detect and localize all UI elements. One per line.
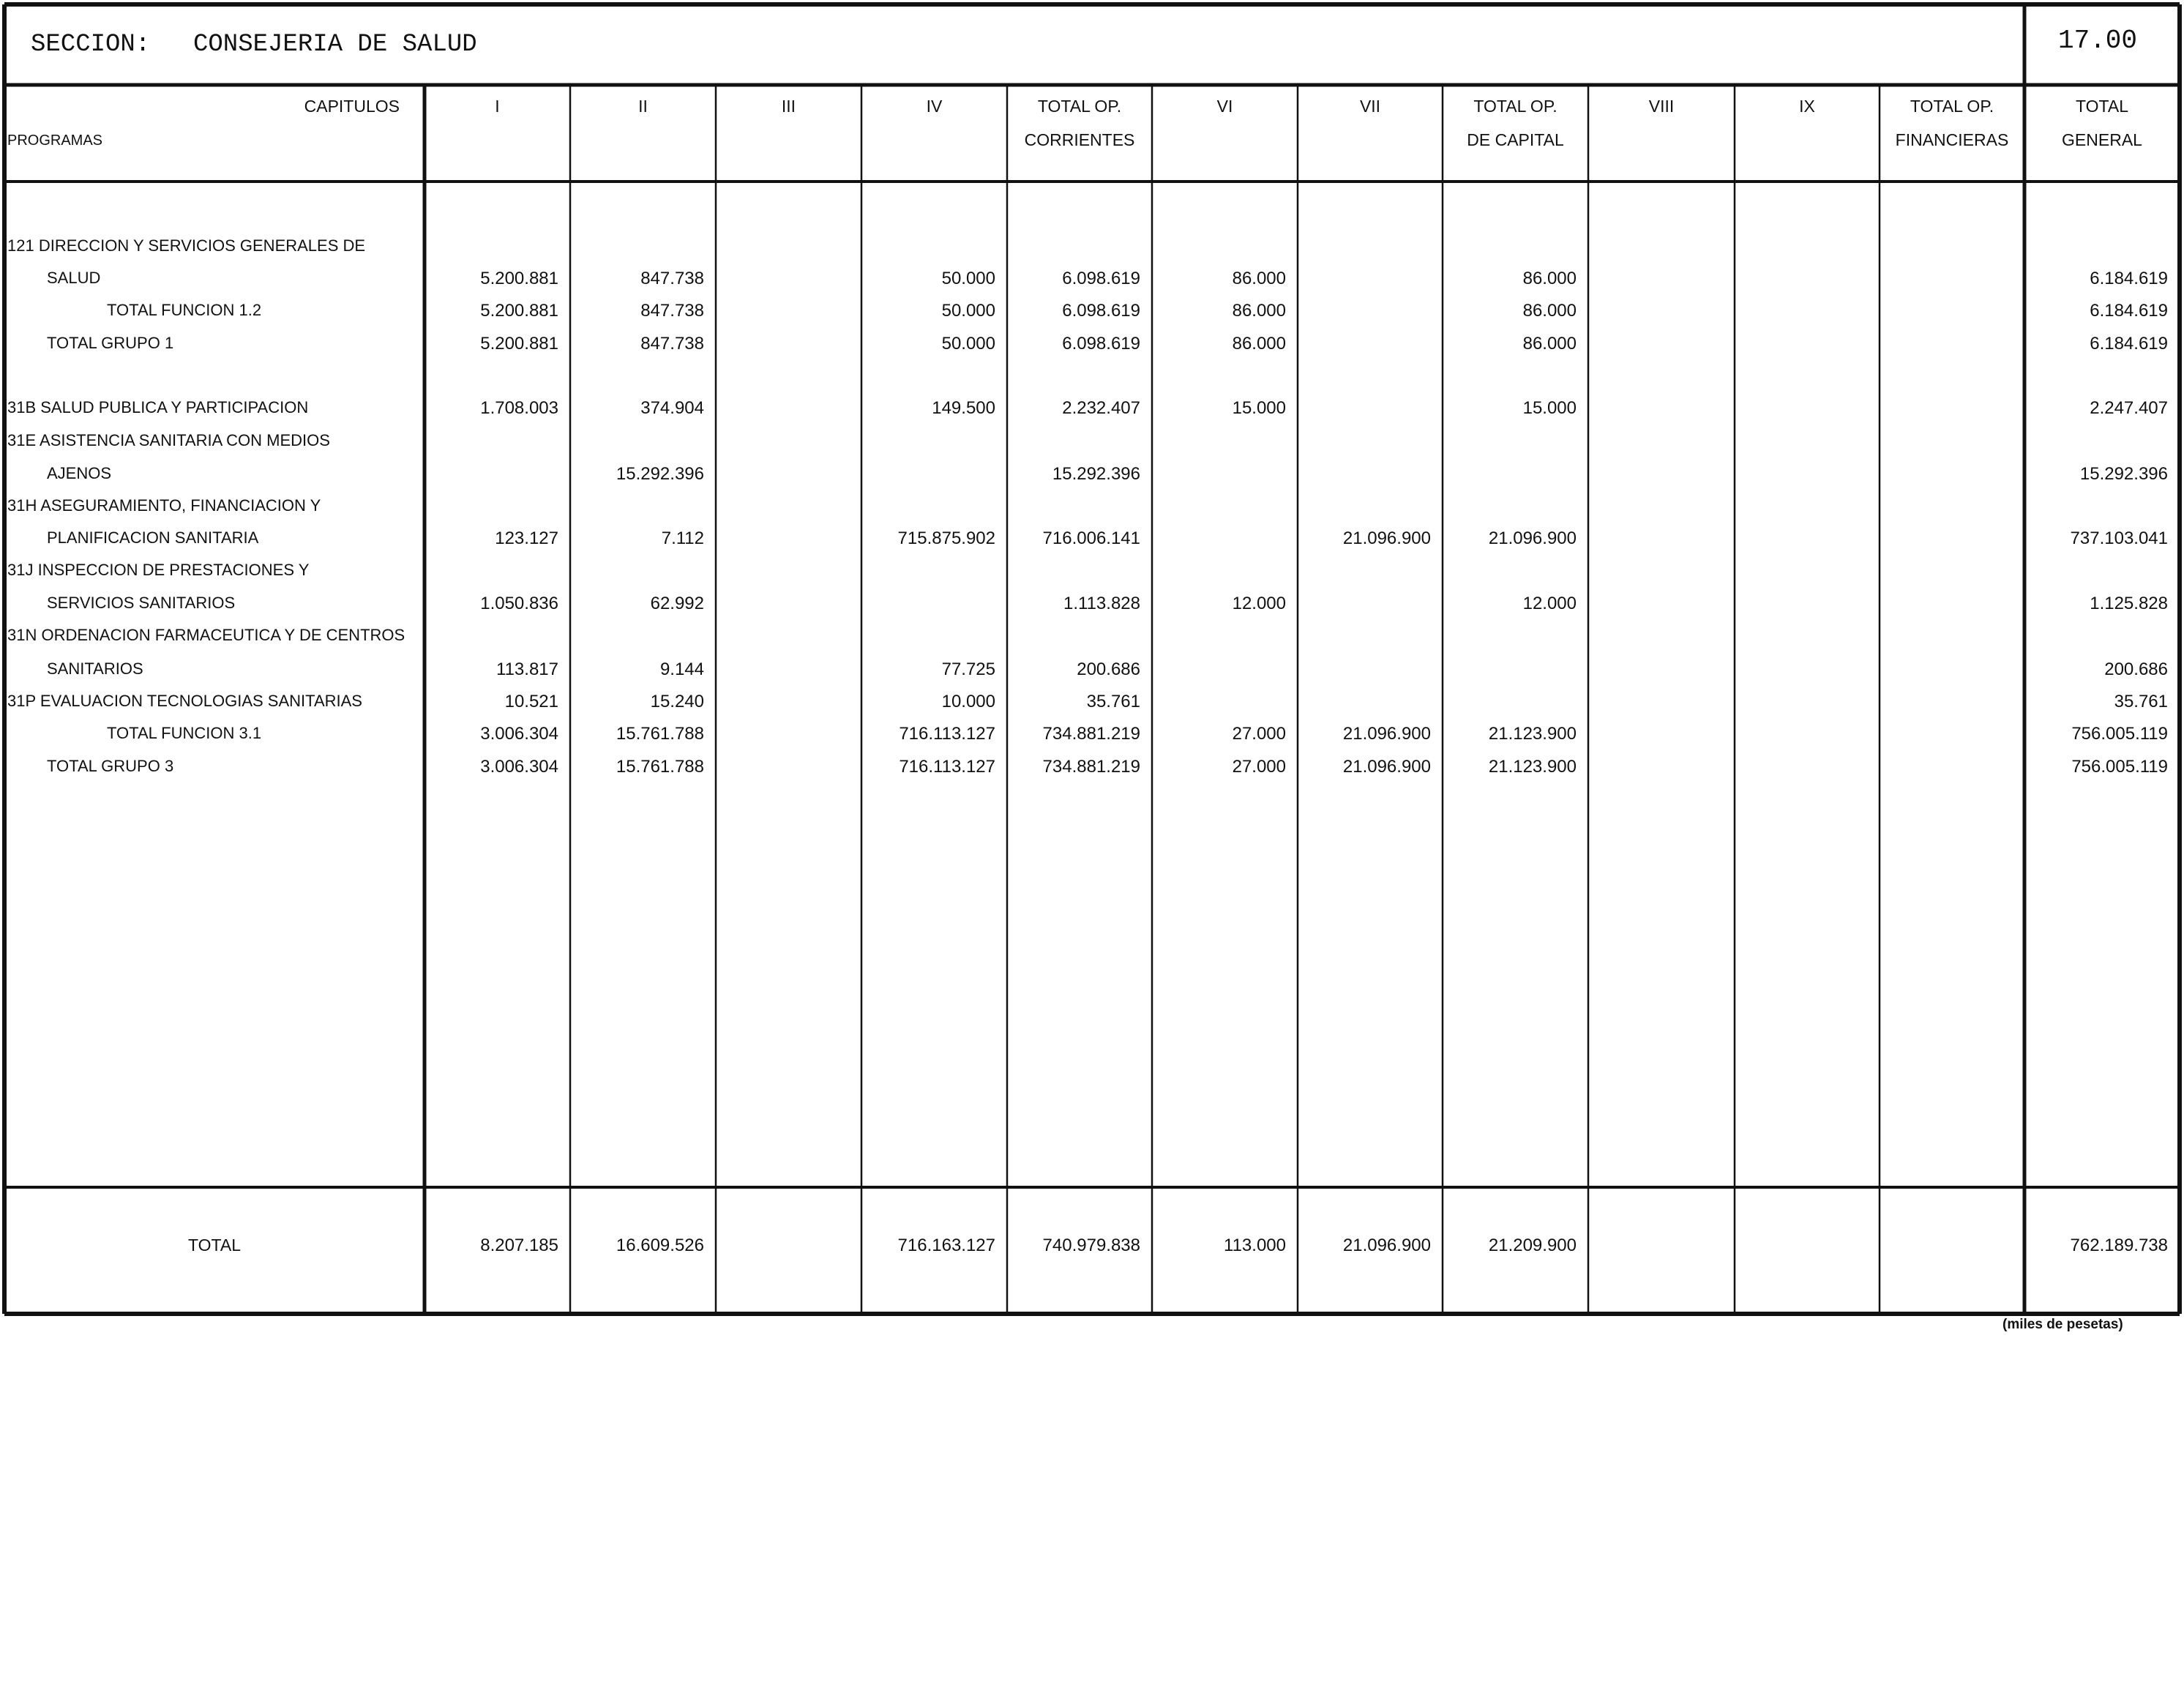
- programas-label: PROGRAMAS: [7, 132, 103, 149]
- total-value: 716.163.127: [897, 1236, 995, 1255]
- cell-value: 7.112: [661, 528, 704, 548]
- cell-value: 50.000: [941, 269, 995, 288]
- row-label: SERVICIOS SANITARIOS: [47, 594, 236, 612]
- column-header: VI: [1216, 97, 1233, 116]
- row-label: 31P EVALUACION TECNOLOGIAS SANITARIAS: [7, 692, 362, 710]
- column-header: TOTAL OP.: [1037, 97, 1122, 116]
- cell-value: 86.000: [1522, 269, 1577, 288]
- row-label: 121 DIRECCION Y SERVICIOS GENERALES DE: [7, 236, 366, 255]
- cell-value: 737.103.041: [2070, 528, 2168, 548]
- cell-value: 35.761: [2114, 692, 2168, 711]
- cell-value: 27.000: [1232, 757, 1286, 777]
- total-value: 8.207.185: [480, 1236, 558, 1255]
- column-header: FINANCIERAS: [1895, 130, 2009, 149]
- cell-value: 86.000: [1232, 334, 1286, 354]
- cell-value: 716.113.127: [899, 724, 995, 744]
- cell-value: 21.123.900: [1488, 757, 1577, 777]
- row-label: TOTAL GRUPO 1: [47, 334, 174, 352]
- row-label: 31B SALUD PUBLICA Y PARTICIPACION: [7, 398, 309, 416]
- column-header: TOTAL OP.: [1910, 97, 1994, 116]
- cell-value: 86.000: [1522, 301, 1577, 321]
- capitulos-label: CAPITULOS: [304, 97, 400, 116]
- column-header: IX: [1799, 97, 1815, 116]
- row-label: 31J INSPECCION DE PRESTACIONES Y: [7, 561, 310, 579]
- row-label: AJENOS: [47, 464, 112, 482]
- cell-value: 200.686: [1077, 659, 1140, 679]
- cell-value: 5.200.881: [480, 269, 558, 288]
- section-name: CONSEJERIA DE SALUD: [193, 31, 477, 59]
- cell-value: 1.113.828: [1063, 594, 1140, 613]
- cell-value: 2.232.407: [1062, 398, 1140, 418]
- cell-value: 10.521: [504, 692, 558, 711]
- cell-value: 86.000: [1232, 269, 1286, 288]
- cell-value: 1.050.836: [480, 594, 558, 613]
- cell-value: 62.992: [650, 594, 704, 613]
- cell-value: 6.184.619: [2090, 334, 2168, 354]
- total-value: 762.189.738: [2070, 1236, 2168, 1255]
- row-label: SALUD: [47, 269, 101, 287]
- cell-value: 113.817: [496, 659, 558, 679]
- section-code: 17.00: [2058, 26, 2138, 56]
- cell-value: 21.096.900: [1342, 724, 1431, 744]
- cell-value: 2.247.407: [2090, 398, 2168, 418]
- cell-value: 77.725: [941, 659, 995, 679]
- cell-value: 715.875.902: [897, 528, 995, 548]
- cell-value: 50.000: [941, 334, 995, 354]
- column-header: I: [495, 97, 500, 116]
- cell-value: 10.000: [941, 692, 995, 711]
- cell-value: 12.000: [1522, 594, 1577, 613]
- row-label: 31E ASISTENCIA SANITARIA CON MEDIOS: [7, 431, 330, 449]
- cell-value: 1.125.828: [2090, 594, 2168, 613]
- cell-value: 5.200.881: [480, 334, 558, 354]
- cell-value: 200.686: [2104, 659, 2168, 679]
- column-header: TOTAL: [2076, 97, 2128, 116]
- cell-value: 86.000: [1232, 301, 1286, 321]
- cell-value: 123.127: [495, 528, 558, 548]
- row-label: 31H ASEGURAMIENTO, FINANCIACION Y: [7, 496, 321, 515]
- column-header: VIII: [1648, 97, 1675, 116]
- column-header: II: [638, 97, 648, 116]
- cell-value: 734.881.219: [1042, 724, 1140, 744]
- cell-value: 21.096.900: [1342, 528, 1431, 548]
- cell-value: 15.292.396: [616, 464, 704, 484]
- cell-value: 149.500: [932, 398, 995, 418]
- total-label: TOTAL: [188, 1236, 241, 1255]
- cell-value: 6.184.619: [2090, 301, 2168, 321]
- cell-value: 3.006.304: [480, 724, 558, 744]
- cell-value: 15.000: [1522, 398, 1577, 418]
- cell-value: 50.000: [941, 301, 995, 321]
- cell-value: 9.144: [659, 659, 704, 679]
- units-footnote: (miles de pesetas): [2002, 1317, 2123, 1332]
- cell-value: 15.292.396: [1052, 464, 1140, 484]
- column-header: CORRIENTES: [1024, 130, 1135, 149]
- cell-value: 15.240: [650, 692, 704, 711]
- cell-value: 12.000: [1232, 594, 1286, 613]
- row-label: TOTAL FUNCION 1.2: [107, 301, 262, 319]
- cell-value: 756.005.119: [2071, 757, 2168, 777]
- column-header: GENERAL: [2062, 130, 2142, 149]
- column-header: IV: [926, 97, 943, 116]
- cell-value: 847.738: [640, 269, 704, 288]
- cell-value: 6.098.619: [1062, 334, 1140, 354]
- row-label: TOTAL FUNCION 3.1: [107, 724, 262, 742]
- cell-value: 734.881.219: [1042, 757, 1140, 777]
- section-label: SECCION:: [31, 31, 151, 59]
- column-header: VII: [1359, 97, 1381, 116]
- column-header: III: [781, 97, 796, 116]
- cell-value: 847.738: [640, 301, 704, 321]
- cell-value: 6.098.619: [1062, 301, 1140, 321]
- cell-value: 35.761: [1086, 692, 1140, 711]
- row-label: SANITARIOS: [47, 659, 143, 678]
- cell-value: 15.000: [1232, 398, 1286, 418]
- cell-value: 1.708.003: [480, 398, 558, 418]
- cell-value: 756.005.119: [2071, 724, 2168, 744]
- cell-value: 716.006.141: [1042, 528, 1140, 548]
- cell-value: 847.738: [640, 334, 704, 354]
- cell-value: 21.096.900: [1488, 528, 1577, 548]
- cell-value: 15.761.788: [616, 757, 704, 777]
- total-value: 740.979.838: [1042, 1236, 1140, 1255]
- row-label: 31N ORDENACION FARMACEUTICA Y DE CENTROS: [7, 626, 405, 644]
- total-value: 21.096.900: [1342, 1236, 1431, 1255]
- total-value: 16.609.526: [616, 1236, 704, 1255]
- row-label: PLANIFICACION SANITARIA: [47, 528, 259, 547]
- cell-value: 6.184.619: [2090, 269, 2168, 288]
- cell-value: 6.098.619: [1062, 269, 1140, 288]
- total-value: 113.000: [1224, 1236, 1286, 1255]
- cell-value: 21.096.900: [1342, 757, 1431, 777]
- cell-value: 86.000: [1522, 334, 1577, 354]
- cell-value: 21.123.900: [1488, 724, 1577, 744]
- cell-value: 15.761.788: [616, 724, 704, 744]
- row-label: TOTAL GRUPO 3: [47, 757, 174, 775]
- cell-value: 374.904: [640, 398, 704, 418]
- column-header: TOTAL OP.: [1473, 97, 1557, 116]
- cell-value: 5.200.881: [480, 301, 558, 321]
- cell-value: 27.000: [1232, 724, 1286, 744]
- column-header: DE CAPITAL: [1467, 130, 1564, 149]
- cell-value: 3.006.304: [480, 757, 558, 777]
- cell-value: 716.113.127: [899, 757, 995, 777]
- cell-value: 15.292.396: [2079, 464, 2168, 484]
- total-value: 21.209.900: [1488, 1236, 1577, 1255]
